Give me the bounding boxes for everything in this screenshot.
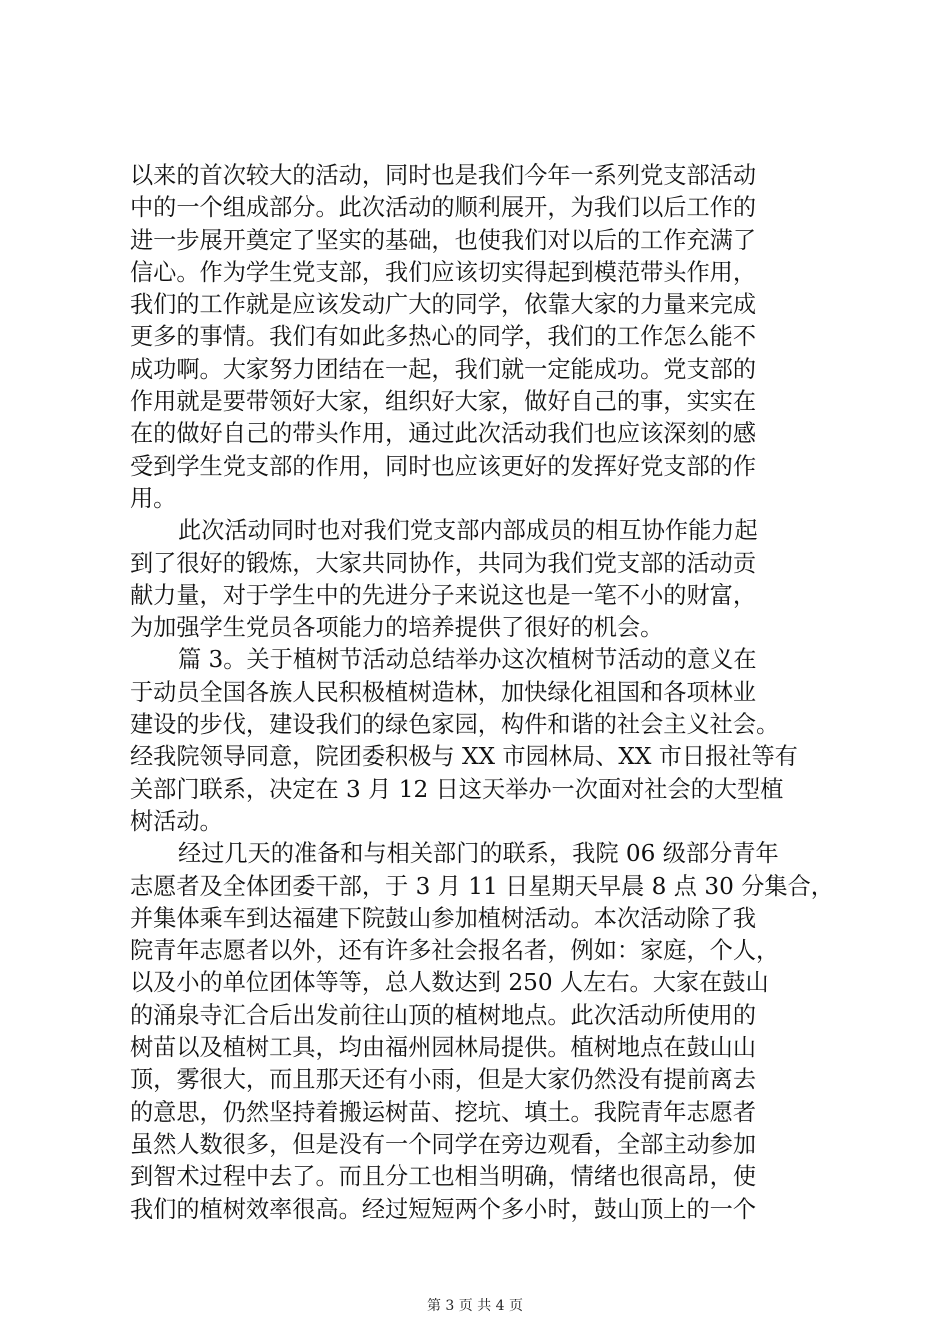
text-line: 作用就是要带领好大家，组织好大家，做好自己的事，实实在 (130, 388, 757, 416)
text-line: 以及小的单位团体等等，总人数达到 250 人左右。大家在鼓山 (130, 969, 769, 997)
text-line: 信心。作为学生党支部，我们应该切实得起到模范带头作用， (130, 258, 757, 286)
text-line: 院青年志愿者以外，还有许多社会报名者，例如：家庭，个人， (130, 937, 780, 965)
text-line: 志愿者及全体团委干部，于 3 月 11 日星期天早晨 8 点 30 分集合， (130, 872, 834, 900)
text-line: 到智术过程中去了。而且分工也相当明确，情绪也很高昂，使 (130, 1163, 757, 1191)
paragraph-first-line: 此次活动同时也对我们党支部内部成员的相互协作能力起 (178, 517, 758, 545)
text-line: 受到学生党支部的作用，同时也应该更好的发挥好党支部的作 (130, 452, 757, 480)
text-line: 的意思，仍然坚持着搬运树苗、挖坑、填土。我院青年志愿者 (130, 1098, 757, 1126)
page-number-footer: 第 3 页 共 4 页 (426, 1298, 524, 1314)
text-line: 树活动。 (130, 807, 223, 835)
paragraph-first-line: 篇 3。关于植树节活动总结举办这次植树节活动的意义在 (178, 646, 757, 674)
text-line: 为加强学生党员各项能力的培养提供了很好的机会。 (130, 614, 664, 642)
text-line: 在的做好自己的带头作用，通过此次活动我们也应该深刻的感 (130, 420, 757, 448)
text-line: 我们的植树效率很高。经过短短两个多小时，鼓山顶上的一个 (130, 1195, 757, 1223)
text-line: 顶，雾很大，而且那天还有小雨，但是大家仍然没有提前离去 (130, 1066, 757, 1094)
text-line: 更多的事情。我们有如此多热心的同学，我们的工作怎么能不 (130, 323, 757, 351)
text-line: 成功啊。大家努力团结在一起，我们就一定能成功。党支部的 (130, 355, 757, 383)
text-line: 的涌泉寺汇合后出发前往山顶的植树地点。此次活动所使用的 (130, 1001, 757, 1029)
paragraph-first-line: 经过几天的准备和与相关部门的联系，我院 06 级部分青年 (178, 840, 779, 868)
text-line: 经我院领导同意，院团委积极与 XX 市园林局、XX 市日报社等有 (130, 743, 798, 771)
text-line: 并集体乘车到达福建下院鼓山参加植树活动。本次活动除了我 (130, 904, 757, 932)
text-line: 我们的工作就是应该发动广大的同学，依靠大家的力量来完成 (130, 291, 757, 319)
text-line: 于动员全国各族人民积极植树造林，加快绿化祖国和各项林业 (130, 678, 757, 706)
body-text (130, 160, 834, 1226)
text-line: 到了很好的锻炼，大家共同协作，共同为我们党支部的活动贡 (130, 549, 757, 577)
text-line: 用。 (130, 484, 177, 512)
text-line: 以来的首次较大的活动，同时也是我们今年一系列党支部活动 (130, 162, 757, 189)
text-line: 中的一个组成部分。此次活动的顺利展开，为我们以后工作的 (130, 194, 757, 222)
text-line: 树苗以及植树工具，均由福州园林局提供。植树地点在鼓山山 (130, 1034, 757, 1062)
text-line: 关部门联系，决定在 3 月 12 日这天举办一次面对社会的大型植 (130, 775, 784, 803)
text-line: 进一步展开奠定了坚实的基础，也使我们对以后的工作充满了 (130, 226, 757, 254)
text-line: 虽然人数很多，但是没有一个同学在旁边观看，全部主动参加 (130, 1130, 757, 1158)
text-line: 建设的步伐，建设我们的绿色家园，构件和谐的社会主义社会。 (130, 711, 780, 739)
text-line: 献力量，对于学生中的先进分子来说这也是一笔不小的财富， (130, 581, 757, 609)
